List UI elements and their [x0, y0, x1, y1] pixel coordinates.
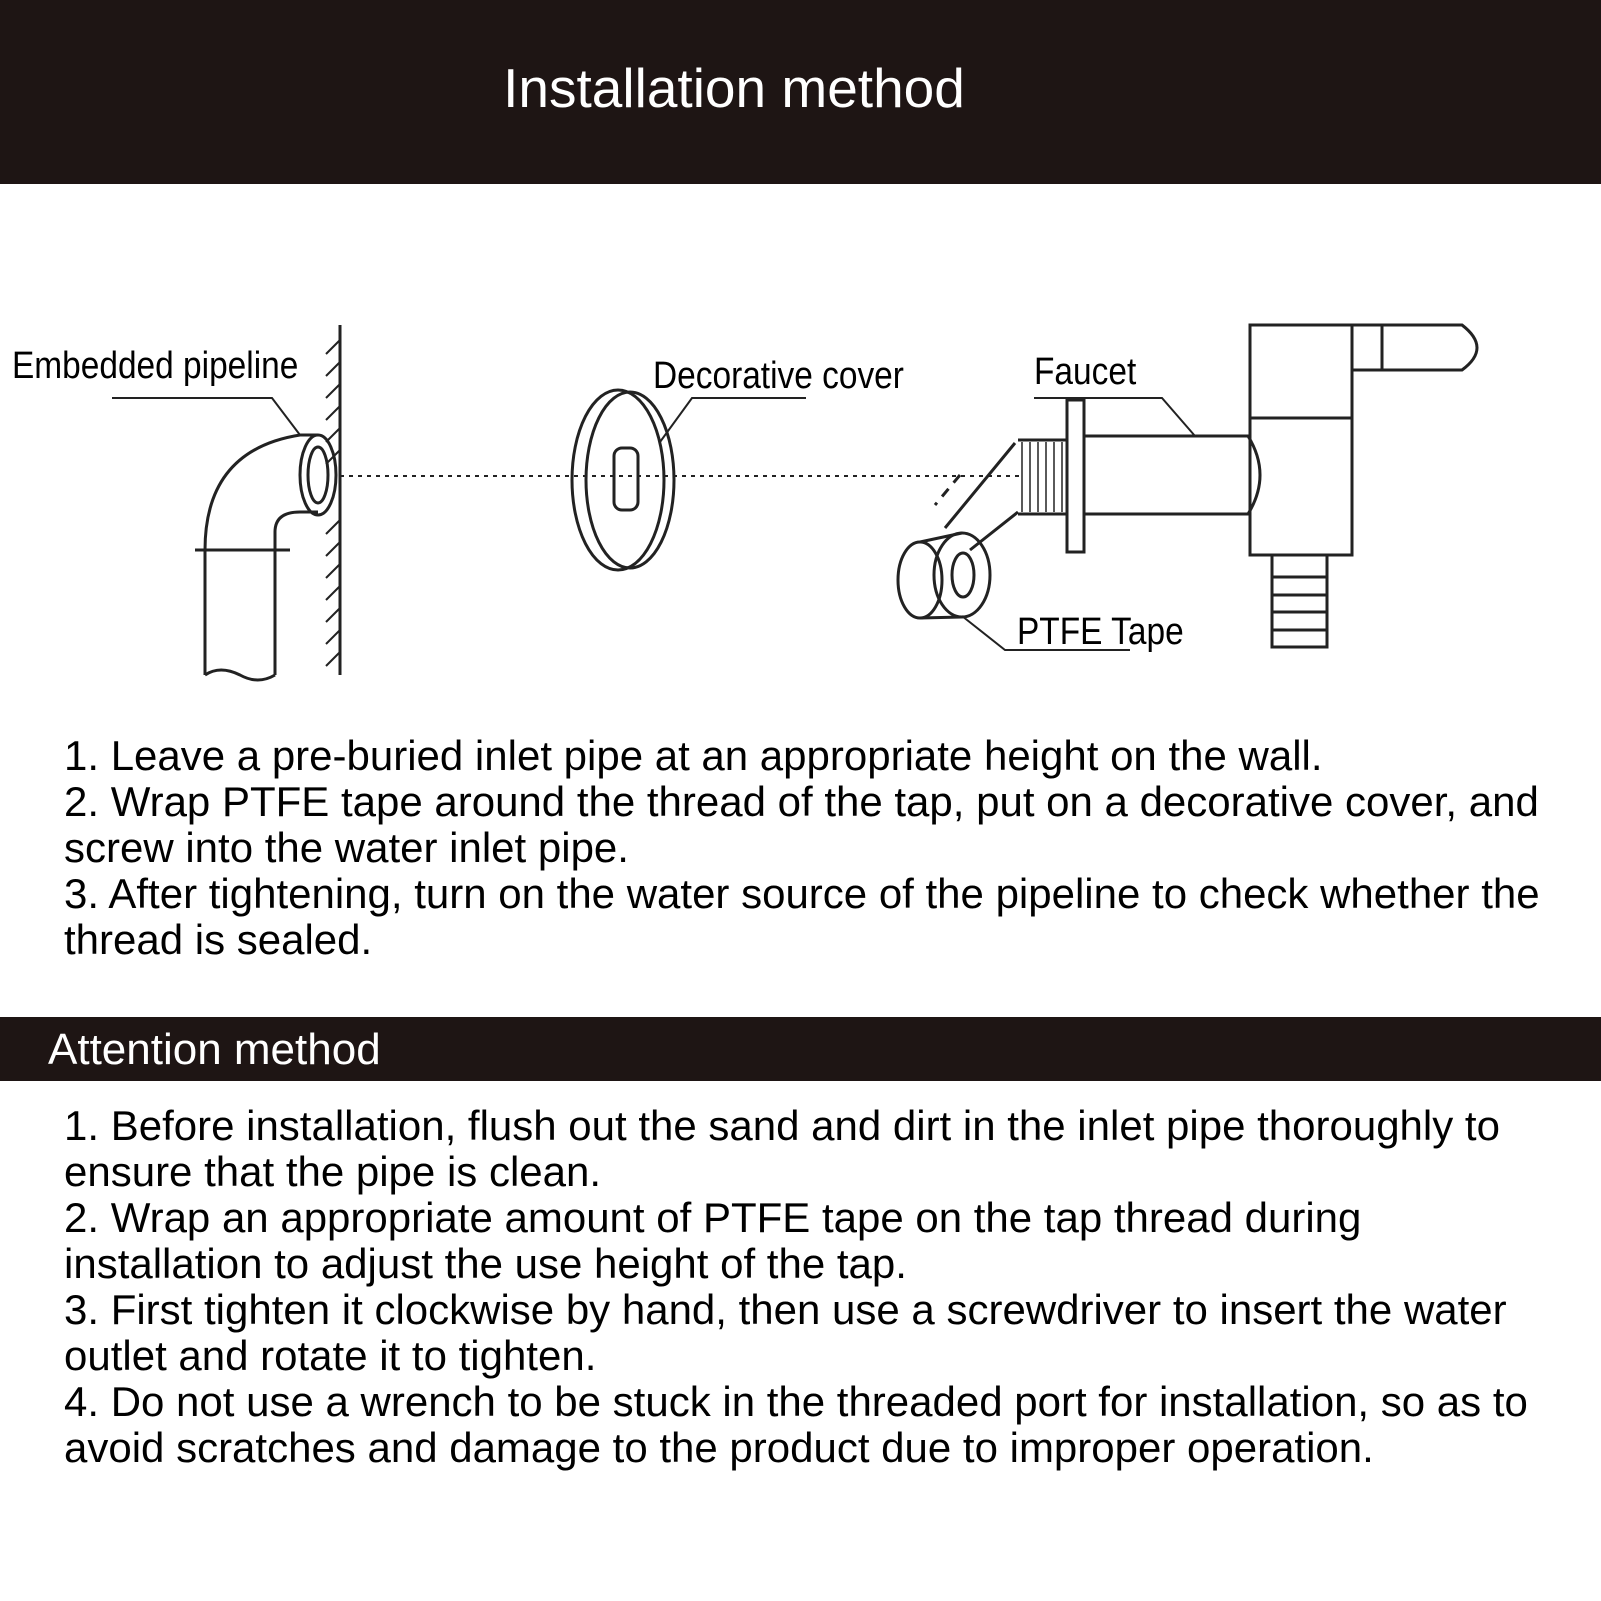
- attention-steps: [64, 1103, 1564, 1471]
- installation-step: 3. After tightening, turn on the water source of the pipeline to check whether the thread is sealed.: [64, 870, 1540, 963]
- installation-steps: [64, 733, 1564, 963]
- decorative-cover-label: Decorative cover: [653, 355, 904, 397]
- page-title: Installation method: [503, 57, 965, 119]
- attention-step: 2. Wrap an appropriate amount of PTFE tape on the tap thread during installation to adjust the use height of the tap.: [64, 1194, 1362, 1287]
- installation-diagram: [0, 300, 1601, 720]
- header-bar: [0, 0, 1601, 184]
- attention-step: 3. First tighten it clockwise by hand, then use a screwdriver to insert the water outlet and rotate it to tighten.: [64, 1286, 1507, 1379]
- installation-step: 1. Leave a pre-buried inlet pipe at an appropriate height on the wall.: [64, 732, 1323, 779]
- ptfe-tape-label: PTFE Tape: [1017, 611, 1184, 653]
- installation-step: 2. Wrap PTFE tape around the thread of the tap, put on a decorative cover, and screw into the water inlet pipe.: [64, 778, 1539, 871]
- attention-step: 4. Do not use a wrench to be stuck in the threaded port for installation, so as to avoid scratches and damage to the product due to improper operation.: [64, 1378, 1528, 1471]
- ptfe-tape-icon: [898, 443, 1018, 618]
- attention-step: 1. Before installation, flush out the sand and dirt in the inlet pipe thoroughly to ensure that the pipe is clean.: [64, 1102, 1500, 1195]
- embedded-pipeline-icon: [195, 435, 336, 680]
- embedded-pipeline-label: Embedded pipeline: [12, 345, 299, 387]
- attention-section-bar: [0, 1017, 1601, 1081]
- faucet-label: Faucet: [1034, 351, 1137, 393]
- decorative-cover-icon: [572, 390, 674, 570]
- attention-section-title: Attention method: [48, 1025, 381, 1074]
